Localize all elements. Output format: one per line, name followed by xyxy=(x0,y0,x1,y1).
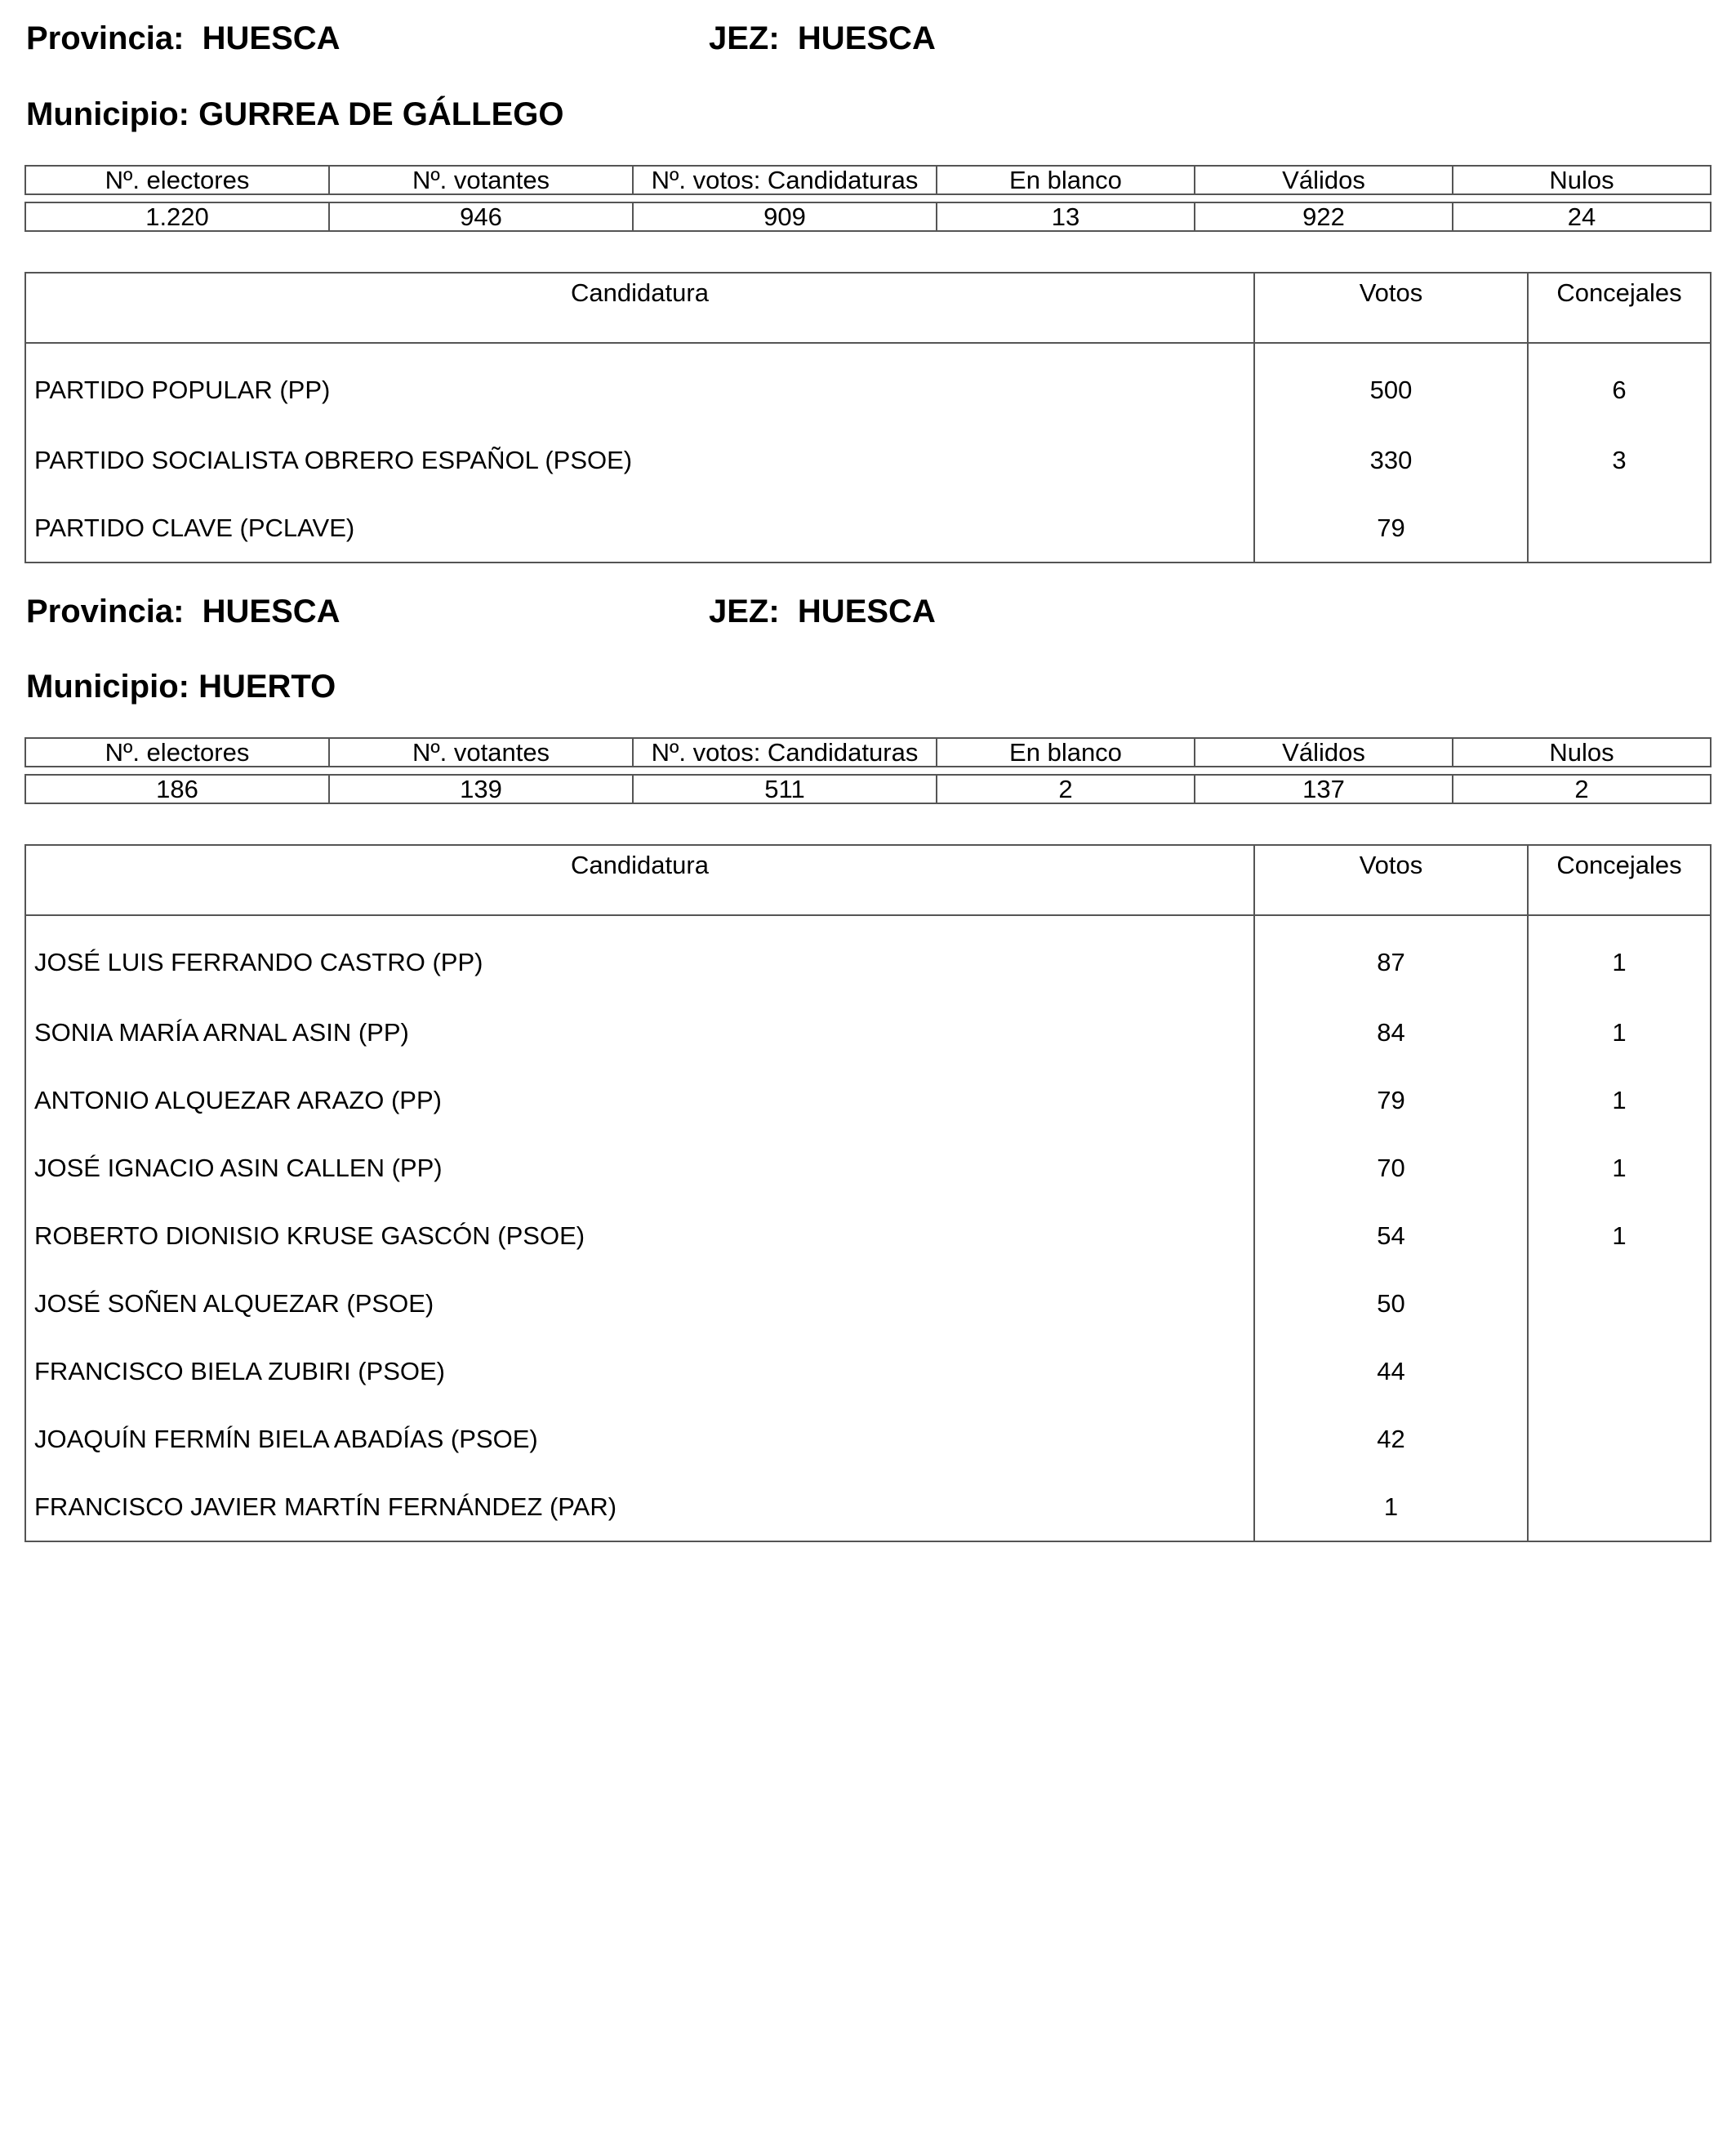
cand-concejales xyxy=(1528,1337,1711,1405)
table-row xyxy=(25,915,1711,998)
header-votos: Votos xyxy=(1254,273,1528,343)
municipio-value: HUERTO xyxy=(198,669,336,705)
stats-value-nulos: 2 xyxy=(1453,775,1711,803)
jez-label: JEZ: xyxy=(709,594,780,629)
candidatura-header-row xyxy=(25,273,1711,343)
header-concejales: Concejales xyxy=(1528,845,1711,915)
cand-concejales: 1 xyxy=(1528,1134,1711,1202)
stats-value-blanco: 2 xyxy=(937,775,1195,803)
stats-header-nulos: Nulos xyxy=(1453,166,1711,194)
cand-name: FRANCISCO BIELA ZUBIRI (PSOE) xyxy=(25,1337,1254,1405)
cand-votos: 79 xyxy=(1254,1066,1528,1134)
table-row xyxy=(25,1405,1711,1473)
cand-concejales xyxy=(1528,494,1711,563)
stats-value-electores: 1.220 xyxy=(25,202,329,231)
table-row xyxy=(25,1337,1711,1405)
jez-label: JEZ: xyxy=(709,20,780,56)
table-row xyxy=(25,1066,1711,1134)
provincia-heading xyxy=(26,595,341,628)
cand-votos: 87 xyxy=(1254,915,1528,998)
table-row xyxy=(25,426,1711,494)
stats-value-row xyxy=(25,202,1711,231)
stats-header-electores: Nº. electores xyxy=(25,166,329,194)
header-concejales: Concejales xyxy=(1528,273,1711,343)
stats-value-votantes: 139 xyxy=(329,775,633,803)
stats-value-validos: 922 xyxy=(1195,202,1453,231)
provincia-value: HUESCA xyxy=(202,20,341,56)
cand-name: ANTONIO ALQUEZAR ARAZO (PP) xyxy=(25,1066,1254,1134)
table-row xyxy=(25,494,1711,563)
provincia-label: Provincia: xyxy=(26,594,185,629)
cand-votos: 330 xyxy=(1254,426,1528,494)
candidatura-table xyxy=(24,272,1712,563)
stats-value-row xyxy=(25,775,1711,803)
cand-votos: 1 xyxy=(1254,1473,1528,1541)
municipio-label: Municipio: xyxy=(26,96,189,132)
stats-value-validos: 137 xyxy=(1195,775,1453,803)
table-row xyxy=(25,1134,1711,1202)
municipio-label: Municipio: xyxy=(26,669,189,705)
cand-votos: 84 xyxy=(1254,998,1528,1066)
cand-name: FRANCISCO JAVIER MARTÍN FERNÁNDEZ (PAR) xyxy=(25,1473,1254,1541)
municipio-heading xyxy=(26,670,336,703)
cand-concejales: 1 xyxy=(1528,1202,1711,1270)
cand-concejales xyxy=(1528,1473,1711,1541)
jez-value: HUESCA xyxy=(797,20,936,56)
stats-header-validos: Válidos xyxy=(1195,166,1453,194)
stats-header-nulos: Nulos xyxy=(1453,738,1711,767)
stats-header-votos-candidaturas: Nº. votos: Candidaturas xyxy=(633,738,937,767)
municipio-heading xyxy=(26,98,564,131)
stats-header-validos: Válidos xyxy=(1195,738,1453,767)
provincia-heading xyxy=(26,22,341,55)
stats-value-electores: 186 xyxy=(25,775,329,803)
stats-header-votos-candidaturas: Nº. votos: Candidaturas xyxy=(633,166,937,194)
stats-value-votos-candidaturas: 909 xyxy=(633,202,937,231)
cand-votos: 79 xyxy=(1254,494,1528,563)
cand-name: JOSÉ LUIS FERRANDO CASTRO (PP) xyxy=(25,915,1254,998)
cand-concejales: 6 xyxy=(1528,343,1711,426)
cand-concejales: 1 xyxy=(1528,998,1711,1066)
cand-votos: 500 xyxy=(1254,343,1528,426)
jez-value: HUESCA xyxy=(797,594,936,629)
provincia-label: Provincia: xyxy=(26,20,185,56)
cand-name: JOAQUÍN FERMÍN BIELA ABADÍAS (PSOE) xyxy=(25,1405,1254,1473)
cand-name: PARTIDO POPULAR (PP) xyxy=(25,343,1254,426)
header-votos: Votos xyxy=(1254,845,1528,915)
stats-value-nulos: 24 xyxy=(1453,202,1711,231)
table-row xyxy=(25,998,1711,1066)
provincia-value: HUESCA xyxy=(202,594,341,629)
candidatura-table xyxy=(24,844,1712,1542)
table-row xyxy=(25,343,1711,426)
stats-value-votantes: 946 xyxy=(329,202,633,231)
table-row xyxy=(25,1270,1711,1337)
cand-name: SONIA MARÍA ARNAL ASIN (PP) xyxy=(25,998,1254,1066)
stats-header-blanco: En blanco xyxy=(937,166,1195,194)
cand-name: ROBERTO DIONISIO KRUSE GASCÓN (PSOE) xyxy=(25,1202,1254,1270)
cand-concejales xyxy=(1528,1270,1711,1337)
stats-header-blanco: En blanco xyxy=(937,738,1195,767)
stats-value-blanco: 13 xyxy=(937,202,1195,231)
table-row xyxy=(25,1202,1711,1270)
stats-value-votos-candidaturas: 511 xyxy=(633,775,937,803)
cand-concejales xyxy=(1528,1405,1711,1473)
header-candidatura: Candidatura xyxy=(25,845,1254,915)
cand-name: JOSÉ IGNACIO ASIN CALLEN (PP) xyxy=(25,1134,1254,1202)
stats-header-votantes: Nº. votantes xyxy=(329,166,633,194)
cand-votos: 42 xyxy=(1254,1405,1528,1473)
cand-concejales: 3 xyxy=(1528,426,1711,494)
municipio-value: GURREA DE GÁLLEGO xyxy=(198,96,564,132)
stats-header-row xyxy=(25,738,1711,767)
cand-concejales: 1 xyxy=(1528,1066,1711,1134)
cand-name: PARTIDO SOCIALISTA OBRERO ESPAÑOL (PSOE) xyxy=(25,426,1254,494)
stats-header-row xyxy=(25,166,1711,194)
cand-votos: 70 xyxy=(1254,1134,1528,1202)
candidatura-header-row xyxy=(25,845,1711,915)
stats-table xyxy=(24,165,1712,232)
table-row xyxy=(25,1473,1711,1541)
cand-votos: 44 xyxy=(1254,1337,1528,1405)
jez-heading xyxy=(709,22,936,55)
stats-table xyxy=(24,737,1712,804)
stats-header-votantes: Nº. votantes xyxy=(329,738,633,767)
cand-name: JOSÉ SOÑEN ALQUEZAR (PSOE) xyxy=(25,1270,1254,1337)
jez-heading xyxy=(709,595,936,628)
header-candidatura: Candidatura xyxy=(25,273,1254,343)
stats-header-electores: Nº. electores xyxy=(25,738,329,767)
cand-concejales: 1 xyxy=(1528,915,1711,998)
cand-votos: 54 xyxy=(1254,1202,1528,1270)
cand-name: PARTIDO CLAVE (PCLAVE) xyxy=(25,494,1254,563)
cand-votos: 50 xyxy=(1254,1270,1528,1337)
